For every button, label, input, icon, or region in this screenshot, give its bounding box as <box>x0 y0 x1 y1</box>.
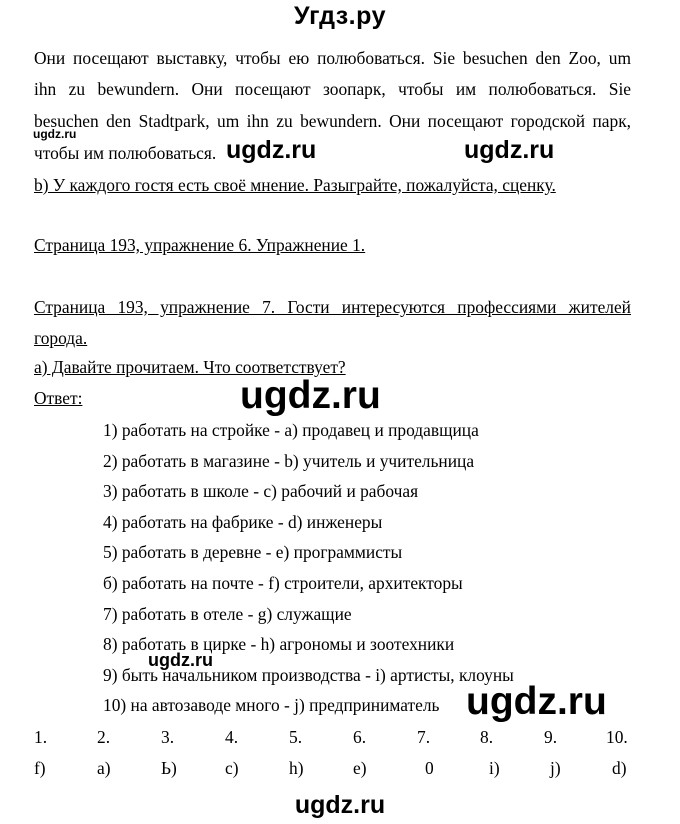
match-item-8: 8) работать в цирке - h) агрономы и зоотехники <box>103 634 455 654</box>
answer-letter: 0 <box>425 758 434 778</box>
answer-letter: i) <box>489 758 500 778</box>
task-a: а) Давайте прочитаем. Что соответствует? <box>34 357 346 377</box>
answer-letter: a) <box>97 758 111 778</box>
answer-number: 10. <box>606 727 628 747</box>
answer-number: 9. <box>544 727 558 747</box>
paragraph-line-4: чтобы им полюбоваться. <box>34 143 217 163</box>
answer-number: 1. <box>34 727 48 747</box>
exercise-6-heading: Страница 193, упражнение 6. Упражнение 1. <box>34 235 366 255</box>
answer-letter: e) <box>353 758 367 778</box>
match-item-3: 3) работать в школе - с) рабочий и рабочая <box>103 481 419 501</box>
match-item-1: 1) работать на стройке - а) продавец и продавщица <box>103 420 479 440</box>
answer-number: 4. <box>225 727 239 747</box>
answer-number: 6. <box>353 727 367 747</box>
task-b: b) У каждого гостя есть своё мнение. Разыграйте, пожалуйста, сценку. <box>34 175 556 195</box>
paragraph-line-3: besuchen den Stadtpark, um ihn zu bewundern. Они посещают городской парк, <box>34 111 631 131</box>
answer-label: Ответ: <box>34 388 83 408</box>
match-item-4: 4) работать на фабрике - d) инженеры <box>103 512 383 532</box>
watermark-mid-2: ugdz.ru <box>464 136 555 164</box>
answer-letter: c) <box>225 758 239 778</box>
match-item-7: 7) работать в отеле - g) служащие <box>103 604 352 624</box>
watermark-big-2: ugdz.ru <box>466 680 607 723</box>
watermark-tiny: ugdz.ru <box>33 127 77 141</box>
match-item-9: 9) быть начальником производства - i) артисты, клоуны <box>103 665 514 685</box>
paragraph-line-1: Они посещают выставку, чтобы ею полюбоваться. Sie besuchen den Zoo, um <box>34 48 631 68</box>
exercise-7-heading-cont: города. <box>34 328 88 348</box>
answer-letter: j) <box>550 758 561 778</box>
answer-number: 7. <box>417 727 431 747</box>
answer-letter: f) <box>34 758 46 778</box>
match-item-2: 2) работать в магазине - b) учитель и учительница <box>103 451 475 471</box>
match-item-6: б) работать на почте - f) строители, архитекторы <box>103 573 463 593</box>
watermark-big-1: ugdz.ru <box>240 374 381 417</box>
answer-letter: h) <box>289 758 304 778</box>
answer-number: 3. <box>161 727 175 747</box>
watermark-mid-1: ugdz.ru <box>226 136 317 164</box>
paragraph-line-2: ihn zu bewundern. Они посещают зоопарк, чтобы им полюбоваться. Sie <box>34 79 631 99</box>
answer-letter: Ь) <box>161 758 177 778</box>
watermark-footer: ugdz.ru <box>294 791 386 819</box>
answer-letter: d) <box>612 758 627 778</box>
match-item-5: 5) работать в деревне - е) программисты <box>103 542 403 562</box>
site-title: Угдз.ру <box>294 2 386 30</box>
watermark-small: ugdz.ru <box>148 650 213 670</box>
match-item-10: 10) на автозаводе много - j) предприниматель <box>103 695 440 715</box>
answer-number: 8. <box>480 727 494 747</box>
answer-number: 2. <box>97 727 111 747</box>
answer-number: 5. <box>289 727 303 747</box>
exercise-7-heading: Страница 193, упражнение 7. Гости интересуются профессиями жителей <box>34 297 631 317</box>
